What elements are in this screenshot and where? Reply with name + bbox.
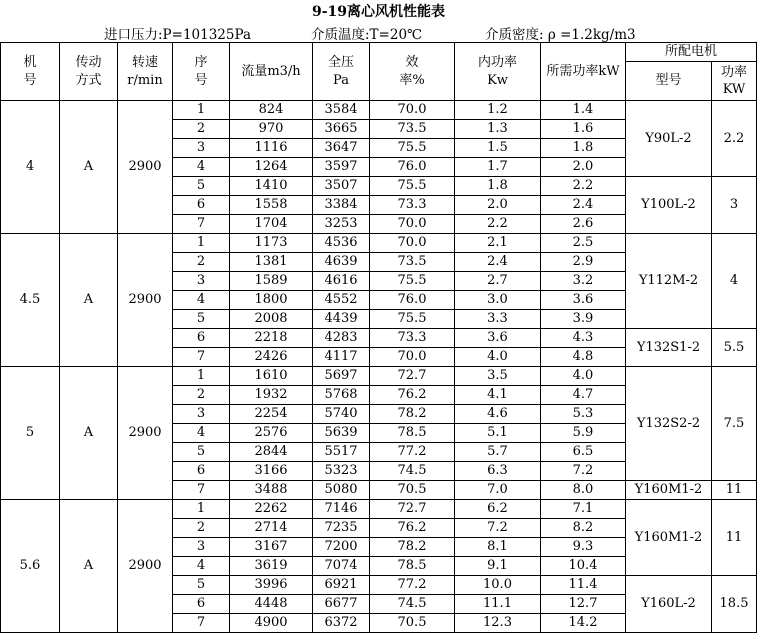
motor-model-cell: Y90L-2 [626,101,712,177]
table-row [1,500,757,519]
internal-power-cell: 5.7 [455,443,541,462]
internal-power-cell: 4.6 [455,405,541,424]
flow-cell: 3488 [230,481,313,500]
table-title: 9-19离心风机性能表 [311,4,446,20]
motor-power-cell: 11 [712,500,757,576]
efficiency-cell: 72.7 [370,367,455,386]
seq-cell: 2 [173,120,230,139]
speed-cell: 2900 [118,234,173,367]
flow-cell: 2262 [230,500,313,519]
drive-mode-cell: A [60,500,118,633]
total-pressure-cell: 7235 [313,519,370,538]
seq-cell: 5 [173,177,230,196]
motor-model-cell: Y100L-2 [626,177,712,234]
required-power-cell: 3.2 [541,272,626,291]
flow-cell: 1704 [230,215,313,234]
machine-no-cell: 5.6 [1,500,60,633]
seq-cell: 5 [173,443,230,462]
flow-cell: 1800 [230,291,313,310]
drive-mode-cell: A [60,234,118,367]
motor-power-cell: 7.5 [712,367,757,481]
seq-cell: 3 [173,405,230,424]
flow-cell: 2426 [230,348,313,367]
header-seq: 序号 [173,43,230,101]
total-pressure-cell: 5080 [313,481,370,500]
internal-power-cell: 6.2 [455,500,541,519]
total-pressure-cell: 6921 [313,576,370,595]
required-power-cell: 1.4 [541,101,626,120]
efficiency-cell: 76.0 [370,291,455,310]
flow-cell: 4448 [230,595,313,614]
required-power-cell: 2.9 [541,253,626,272]
speed-cell: 2900 [118,101,173,234]
flow-cell: 4900 [230,614,313,633]
seq-cell: 4 [173,158,230,177]
flow-cell: 1932 [230,386,313,405]
internal-power-cell: 2.7 [455,272,541,291]
internal-power-cell: 6.3 [455,462,541,481]
internal-power-cell: 4.1 [455,386,541,405]
seq-cell: 3 [173,139,230,158]
total-pressure-cell: 3507 [313,177,370,196]
medium-temperature-label: 介质温度:T=20℃ [311,27,423,43]
drive-mode-cell: A [60,101,118,234]
efficiency-cell: 78.2 [370,405,455,424]
internal-power-cell: 1.8 [455,177,541,196]
required-power-cell: 2.2 [541,177,626,196]
seq-cell: 4 [173,291,230,310]
required-power-cell: 1.8 [541,139,626,158]
total-pressure-cell: 6677 [313,595,370,614]
seq-cell: 7 [173,614,230,633]
efficiency-cell: 75.5 [370,272,455,291]
total-pressure-cell: 5639 [313,424,370,443]
efficiency-cell: 77.2 [370,576,455,595]
efficiency-cell: 75.5 [370,177,455,196]
efficiency-cell: 76.2 [370,519,455,538]
motor-power-cell: 2.2 [712,101,757,177]
efficiency-cell: 70.5 [370,614,455,633]
total-pressure-cell: 4639 [313,253,370,272]
flow-cell: 1410 [230,177,313,196]
required-power-cell: 8.0 [541,481,626,500]
seq-cell: 6 [173,595,230,614]
efficiency-cell: 76.2 [370,386,455,405]
internal-power-cell: 3.3 [455,310,541,329]
total-pressure-cell: 3647 [313,139,370,158]
motor-power-cell: 11 [712,481,757,500]
required-power-cell: 4.3 [541,329,626,348]
total-pressure-cell: 4439 [313,310,370,329]
internal-power-cell: 2.0 [455,196,541,215]
required-power-cell: 4.8 [541,348,626,367]
header-total-pressure: 全压Pa [313,43,370,101]
seq-cell: 5 [173,310,230,329]
internal-power-cell: 4.0 [455,348,541,367]
flow-cell: 1381 [230,253,313,272]
efficiency-cell: 74.5 [370,595,455,614]
internal-power-cell: 2.2 [455,215,541,234]
seq-cell: 3 [173,272,230,291]
total-pressure-cell: 5517 [313,443,370,462]
required-power-cell: 10.4 [541,557,626,576]
header-speed: 转速r/min [118,43,173,101]
header-flow: 流量m3/h [230,43,313,101]
required-power-cell: 4.7 [541,386,626,405]
internal-power-cell: 1.7 [455,158,541,177]
flow-cell: 2714 [230,519,313,538]
flow-cell: 2218 [230,329,313,348]
total-pressure-cell: 3253 [313,215,370,234]
internal-power-cell: 8.1 [455,538,541,557]
efficiency-cell: 70.5 [370,481,455,500]
required-power-cell: 9.3 [541,538,626,557]
internal-power-cell: 3.0 [455,291,541,310]
required-power-cell: 14.2 [541,614,626,633]
flow-cell: 2576 [230,424,313,443]
required-power-cell: 6.5 [541,443,626,462]
required-power-cell: 2.0 [541,158,626,177]
required-power-cell: 2.6 [541,215,626,234]
required-power-cell: 3.9 [541,310,626,329]
seq-cell: 6 [173,196,230,215]
internal-power-cell: 2.1 [455,234,541,253]
total-pressure-cell: 5740 [313,405,370,424]
flow-cell: 3619 [230,557,313,576]
seq-cell: 2 [173,519,230,538]
seq-cell: 4 [173,424,230,443]
internal-power-cell: 3.6 [455,329,541,348]
seq-cell: 6 [173,329,230,348]
internal-power-cell: 11.1 [455,595,541,614]
seq-cell: 1 [173,367,230,386]
flow-cell: 1558 [230,196,313,215]
header-machine-no: 机号 [1,43,60,101]
total-pressure-cell: 3584 [313,101,370,120]
seq-cell: 7 [173,348,230,367]
efficiency-cell: 73.3 [370,196,455,215]
efficiency-cell: 73.5 [370,253,455,272]
total-pressure-cell: 7146 [313,500,370,519]
inlet-pressure-label: 进口压力:P=101325Pa [104,27,252,43]
required-power-cell: 3.6 [541,291,626,310]
fan-performance-table [0,42,757,633]
speed-cell: 2900 [118,367,173,500]
header-drive-mode: 传动方式 [60,43,118,101]
internal-power-cell: 2.4 [455,253,541,272]
total-pressure-cell: 4536 [313,234,370,253]
required-power-cell: 5.3 [541,405,626,424]
machine-no-cell: 4 [1,101,60,234]
total-pressure-cell: 7074 [313,557,370,576]
motor-power-cell: 18.5 [712,576,757,633]
total-pressure-cell: 5697 [313,367,370,386]
header-motor-group: 所配电机 [626,43,757,62]
flow-cell: 1116 [230,139,313,158]
efficiency-cell: 70.0 [370,234,455,253]
internal-power-cell: 5.1 [455,424,541,443]
seq-cell: 5 [173,576,230,595]
required-power-cell: 8.2 [541,519,626,538]
required-power-cell: 11.4 [541,576,626,595]
motor-model-cell: Y160M1-2 [626,481,712,500]
machine-no-cell: 5 [1,367,60,500]
efficiency-cell: 70.0 [370,101,455,120]
internal-power-cell: 7.2 [455,519,541,538]
efficiency-cell: 70.0 [370,348,455,367]
motor-model-cell: Y160L-2 [626,576,712,633]
seq-cell: 6 [173,462,230,481]
flow-cell: 3996 [230,576,313,595]
internal-power-cell: 1.5 [455,139,541,158]
flow-cell: 824 [230,101,313,120]
header-efficiency: 效率% [370,43,455,101]
motor-model-cell: Y132S1-2 [626,329,712,367]
motor-model-cell: Y112M-2 [626,234,712,329]
required-power-cell: 2.4 [541,196,626,215]
flow-cell: 3167 [230,538,313,557]
internal-power-cell: 12.3 [455,614,541,633]
total-pressure-cell: 5323 [313,462,370,481]
total-pressure-cell: 5768 [313,386,370,405]
total-pressure-cell: 4552 [313,291,370,310]
required-power-cell: 12.7 [541,595,626,614]
internal-power-cell: 1.3 [455,120,541,139]
header-required-power: 所需功率kW [541,43,626,101]
drive-mode-cell: A [60,367,118,500]
header-internal-power: 内功率Kw [455,43,541,101]
seq-cell: 3 [173,538,230,557]
total-pressure-cell: 3665 [313,120,370,139]
efficiency-cell: 75.5 [370,310,455,329]
total-pressure-cell: 4283 [313,329,370,348]
total-pressure-cell: 7200 [313,538,370,557]
required-power-cell: 1.6 [541,120,626,139]
efficiency-cell: 76.0 [370,158,455,177]
medium-conditions [0,22,757,42]
efficiency-cell: 72.7 [370,500,455,519]
machine-no-cell: 4.5 [1,234,60,367]
internal-power-cell: 3.5 [455,367,541,386]
efficiency-cell: 70.0 [370,215,455,234]
flow-cell: 2844 [230,443,313,462]
seq-cell: 1 [173,234,230,253]
flow-cell: 1610 [230,367,313,386]
flow-cell: 3166 [230,462,313,481]
total-pressure-cell: 3597 [313,158,370,177]
efficiency-cell: 73.3 [370,329,455,348]
total-pressure-cell: 3384 [313,196,370,215]
seq-cell: 1 [173,500,230,519]
seq-cell: 2 [173,253,230,272]
efficiency-cell: 75.5 [370,139,455,158]
efficiency-cell: 73.5 [370,120,455,139]
required-power-cell: 7.2 [541,462,626,481]
efficiency-cell: 78.5 [370,557,455,576]
seq-cell: 1 [173,101,230,120]
seq-cell: 7 [173,481,230,500]
table-row [1,234,757,253]
efficiency-cell: 78.2 [370,538,455,557]
speed-cell: 2900 [118,500,173,633]
flow-cell: 1264 [230,158,313,177]
motor-power-cell: 4 [712,234,757,329]
internal-power-cell: 1.2 [455,101,541,120]
required-power-cell: 2.5 [541,234,626,253]
total-pressure-cell: 4616 [313,272,370,291]
seq-cell: 4 [173,557,230,576]
flow-cell: 1173 [230,234,313,253]
motor-model-cell: Y160M1-2 [626,500,712,576]
efficiency-cell: 78.5 [370,424,455,443]
flow-cell: 1589 [230,272,313,291]
internal-power-cell: 7.0 [455,481,541,500]
table-row [1,367,757,386]
internal-power-cell: 10.0 [455,576,541,595]
efficiency-cell: 77.2 [370,443,455,462]
flow-cell: 2254 [230,405,313,424]
flow-cell: 2008 [230,310,313,329]
motor-model-cell: Y132S2-2 [626,367,712,481]
motor-power-cell: 5.5 [712,329,757,367]
required-power-cell: 7.1 [541,500,626,519]
medium-density-label: 介质密度: ρ =1.2kg/m3 [485,27,636,43]
required-power-cell: 5.9 [541,424,626,443]
flow-cell: 970 [230,120,313,139]
seq-cell: 7 [173,215,230,234]
total-pressure-cell: 4117 [313,348,370,367]
required-power-cell: 4.0 [541,367,626,386]
header-motor-model: 型号 [626,62,712,101]
efficiency-cell: 74.5 [370,462,455,481]
motor-power-cell: 3 [712,177,757,234]
header-motor-power: 功率KW [712,62,757,101]
table-row [1,101,757,120]
seq-cell: 2 [173,386,230,405]
total-pressure-cell: 6372 [313,614,370,633]
internal-power-cell: 9.1 [455,557,541,576]
